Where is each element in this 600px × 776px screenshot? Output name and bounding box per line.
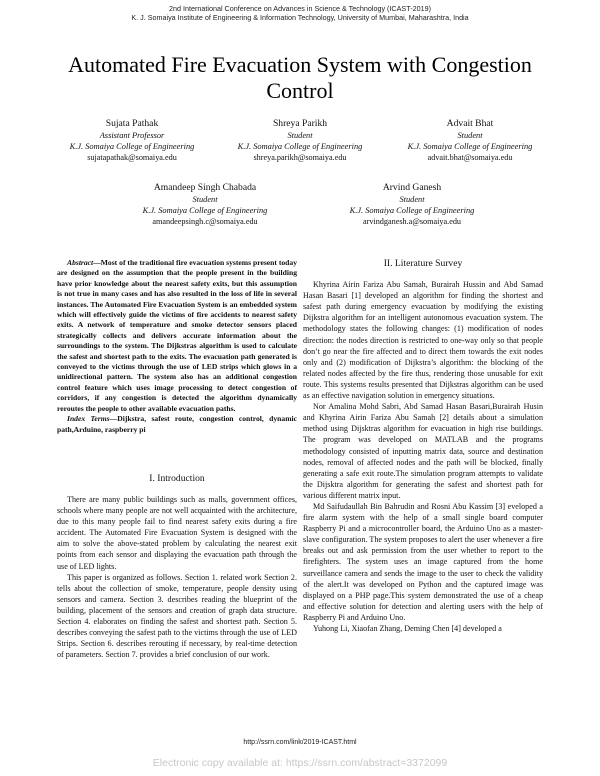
author-affiliation: K.J. Somaiya College of Engineering xyxy=(349,206,475,215)
author-block xyxy=(317,181,507,227)
index-terms-text: —Dijkstra, safest route, congestion control, dynamic path,Arduino, raspberry pi xyxy=(57,414,297,434)
author-block xyxy=(205,117,395,163)
author-name: Amandeep Singh Chabada xyxy=(153,182,257,193)
conference-name: 2nd International Conference on Advances in Science & Technology (ICAST-2019) xyxy=(169,4,431,13)
ssrn-watermark: Electronic copy available at: https://ssrn.com/abstract=3372099 xyxy=(152,757,448,769)
author-affiliation: K.J. Somaiya College of Engineering xyxy=(237,142,363,151)
author-email: sujatapathak@somaiya.edu xyxy=(87,153,177,162)
author-role: Student xyxy=(192,195,218,204)
intro-paragraph: There are many public buildings such as malls, government offices, schools where many people are not well acquainted with the architecture, due to this many people fail to find nearest safety exits during a fire accident. The Automated Fire Evacuation System is designed with the aim to solve the above-stated problem by calculating the nearest exit points from each sensor and displaying the evacuation path through the use of LED lights. xyxy=(57,495,297,571)
author-email: shreya.parikh@somaiya.edu xyxy=(253,153,347,162)
author-affiliation: K.J. Somaiya College of Engineering xyxy=(69,142,195,151)
abstract-lead: Abstract xyxy=(67,258,94,267)
conference-header xyxy=(0,4,600,22)
author-name: Sujata Pathak xyxy=(105,118,159,129)
literature-paragraph: Nor Amalina Mohd Sabri, Abd Samad Hasan Basari,Burairah Husin and Khyrina Airin Fariza Abu Samah [2] details about a simulation method using Dijsktras algorithm for evacuation in high rise buildings. The program was developed on MATLAB and the programs methodology consisted of inputting matrix data, source and destination nodes, removal of affected nodes and the path will be blocked, finally generating a safe exit route.The simulation program attempts to validate the Dijsktra algorithm for generating the safest and shortest path for various different matrix input. xyxy=(303,402,543,500)
author-role: Student xyxy=(287,131,313,140)
paper-title: Automated Fire Evacuation System with Congestion Control xyxy=(68,52,532,103)
right-column xyxy=(303,258,543,634)
author-block xyxy=(110,181,300,227)
author-role: Student xyxy=(457,131,483,140)
left-column xyxy=(57,258,297,660)
author-email: advait.bhat@somaiya.edu xyxy=(427,153,513,162)
literature-paragraph: Khyrina Airin Fariza Abu Samah, Buraira​h Hussin and Abd Samad Hasan Basari [1] developed an algorithm for finding the shortest and safest path during emergency evacuation by modifying the existing Dijkstra algorithm for an intelligent autonomous evacuation system. The methodology states the following changes: (1) modification of nodes direction: the nodes direction is restricted to one-way only so that people don’t go near the fire affected and to direct them towards the exit nodes only and (2) modification of Dijkstra’s algorithm: the blocking of the related nodes affected by the fire thus, rendering those unusable for exit route. This systems results presented that Dijkstras algorithm can be used as an effective navigation solution in emergency situations. xyxy=(303,280,543,401)
author-name: Arvind Ganesh xyxy=(382,182,442,193)
index-terms xyxy=(57,414,297,435)
literature-paragraph: Md Saifudaullah Bin Bahrudin and Rosni Abu Kassim [3] eveloped a fire alarm system with the help of a small single board computer Raspberry Pi and a microcontroller board, the Arduino Uno as a master-slave configuration. The system proposes to alert the user whenever a fire breaks out and ask permission from the user whether to report to the firefighters. The system uses an image captured from the home surveillance camera and sends the image to the user to check the validity of the alert.It was developed on Python and the captured image was displayed on a PHP page.This system demonstrated the use of a cheap and effective solution for detection and alerting users with the help of Raspberry Pi and Arduino Uno. xyxy=(303,501,543,622)
footer-url: http://ssrn.com/link/2019-ICAST.html xyxy=(243,739,357,746)
index-terms-lead: Index Terms xyxy=(67,414,110,424)
author-affiliation: K.J. Somaiya College of Engineering xyxy=(407,142,533,151)
author-name: Advait Bhat xyxy=(446,118,494,129)
conference-venue: K. J. Somaiya Institute of Engineering & Information Technology, University of Mumbai, Maharashtra, India xyxy=(131,13,469,22)
abstract-text: —Most of the traditional fire evacuation systems present today are designed on the assumption that the people present in the building have prior knowledge about the nearest safety exits, but this assumption is not true in many cases and has also resulted in the loss of life in several instances. The Automated Fire Evacuation System is an embedded system which will effectively guide the victims of fire accidents to nearest safety exits. A network of temperature and smoke detector sensors placed strategically collects and delivers accurate information about the surroundings to the system. The Dijkstras algorithm is used to calculate the safest and shortest path to the exits. The evacuation path generated is conveyed to the victims through the use of LED strips which glows in a unidirectional pattern. The system also has an additional congestion control feature which uses image processing to detect congestion of corridors, if any congestion is detected the algorithm dynamically reroutes the people to other available evacuation paths. xyxy=(57,258,297,413)
author-affiliation: K.J. Somaiya College of Engineering xyxy=(142,206,268,215)
author-email: arvindganesh.a@somaiya.edu xyxy=(362,217,462,226)
author-block xyxy=(37,117,227,163)
section-heading-introduction: I. Introduction xyxy=(149,472,205,484)
abstract xyxy=(57,258,297,414)
author-role: Assistant Professor xyxy=(99,131,165,140)
author-name: Shreya Parikh xyxy=(272,118,328,129)
author-email: amandeepsingh.c@somaiya.edu xyxy=(152,217,258,226)
spacer xyxy=(57,435,297,461)
intro-paragraph: This paper is organized as follows. Section 1. related work Section 2. tells about the collection of smoke, temperature, people density using sensors and camera. Section 3. describes reading the blueprint of the building, placement of the sensors and creation of graph data structure. Section 4. elaborates on finding the safest and shortest path. Section 5. describes conveying the safest path to the victims through the use of LED Strips. Section 6. describes rerouting if necessary, by real-time detection of parameters. Section 7. provides a brief conclusion of our work. xyxy=(57,572,297,660)
section-heading-literature-survey: II. Literature Survey xyxy=(383,258,463,269)
author-block xyxy=(375,117,565,163)
literature-paragraph: Yuhong Li, Xiaofan Zhang, Deming Chen [4] developed a xyxy=(313,624,502,633)
author-role: Student xyxy=(399,195,425,204)
